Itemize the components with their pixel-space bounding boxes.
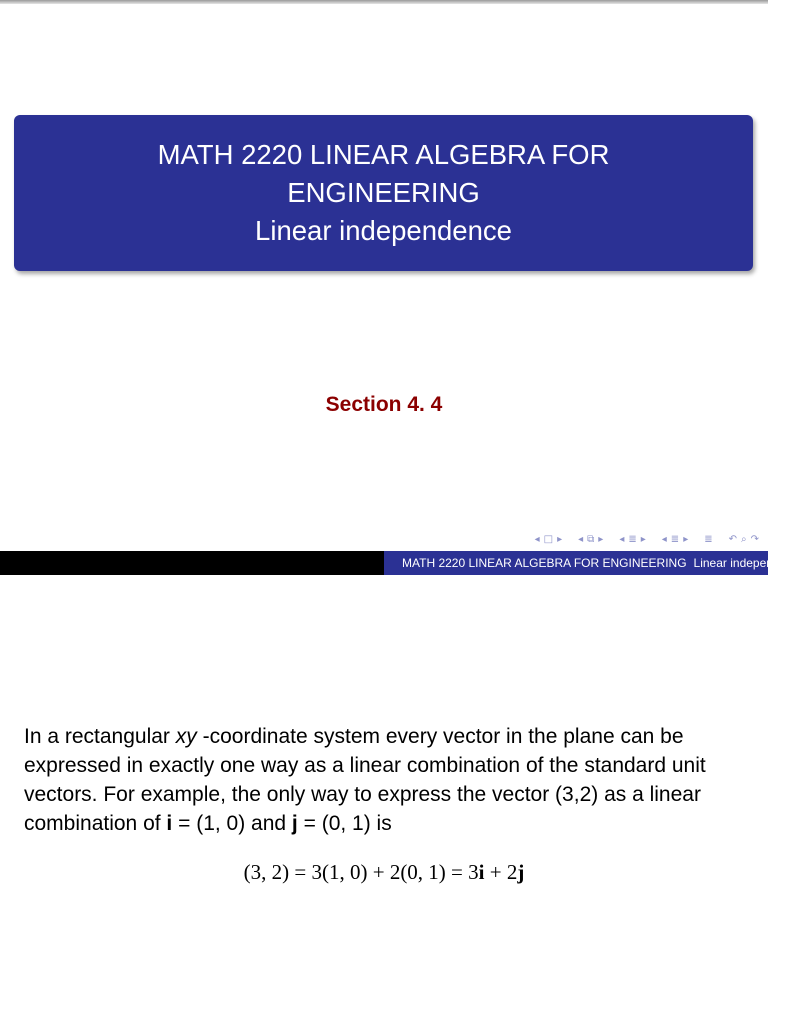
top-rule bbox=[0, 0, 768, 4]
equation-i: i bbox=[478, 860, 485, 884]
para-xy: xy bbox=[175, 725, 197, 748]
vector-i: i bbox=[166, 812, 173, 835]
footer-title-panel bbox=[384, 551, 806, 575]
para-text-2: -coordinate system every vector in the plane can be expressed in exactly one way as a linear combination of the standard unit vectors. For example, the only way to express the vector (3,2) as a linear combination of bbox=[24, 725, 706, 835]
section-label: Section 4. 4 bbox=[325, 393, 443, 416]
equation-j: j bbox=[517, 860, 525, 884]
slide-subtitle: Linear independence bbox=[255, 215, 512, 246]
search-icon[interactable]: ⌕ bbox=[741, 533, 747, 545]
vector-i-def: = (1, 0) and bbox=[172, 812, 292, 835]
back-icon[interactable]: ↶ bbox=[728, 533, 737, 545]
subsection-icon[interactable]: ⧉ bbox=[587, 533, 595, 545]
section2-icon[interactable]: ≣ bbox=[670, 533, 680, 545]
toc-icon[interactable]: ≣ bbox=[704, 533, 713, 545]
forward-icon[interactable]: ↷ bbox=[750, 533, 759, 545]
section-next2-icon[interactable]: ▸ bbox=[683, 533, 689, 545]
title-line-2: ENGINEERING bbox=[287, 177, 480, 208]
equation-main: (3, 2) = 3(1, 0) + 2(0, 1) = 3 bbox=[243, 860, 479, 884]
section-icon[interactable]: ≣ bbox=[628, 533, 637, 545]
section-prev-icon[interactable]: ◂ bbox=[619, 533, 625, 545]
footer-title: MATH 2220 LINEAR ALGEBRA FOR ENGINEERING bbox=[402, 556, 687, 570]
frame-prev-icon[interactable]: ◂ bbox=[534, 533, 540, 545]
subsection-next-icon[interactable]: ▸ bbox=[598, 533, 604, 545]
footer-subtitle: Linear independence bbox=[693, 556, 806, 570]
vector-j-def: = (0, 1) is bbox=[297, 812, 392, 835]
title-box bbox=[14, 115, 753, 271]
equation bbox=[0, 860, 768, 885]
para-text-1: In a rectangular bbox=[24, 725, 176, 748]
vector-j: j bbox=[291, 812, 298, 835]
frame-next-icon[interactable]: ▸ bbox=[557, 533, 563, 545]
frame-icon[interactable]: □ bbox=[543, 533, 554, 545]
footer-bar bbox=[0, 551, 806, 575]
body-paragraph bbox=[24, 722, 744, 838]
section-next-icon[interactable]: ▸ bbox=[640, 533, 646, 545]
equation-plus: + 2 bbox=[484, 860, 518, 884]
section-prev2-icon[interactable]: ◂ bbox=[661, 533, 667, 545]
beamer-navigation-bar bbox=[534, 531, 760, 547]
title-line-1: MATH 2220 LINEAR ALGEBRA FOR bbox=[157, 139, 610, 170]
subsection-prev-icon[interactable]: ◂ bbox=[578, 533, 584, 545]
